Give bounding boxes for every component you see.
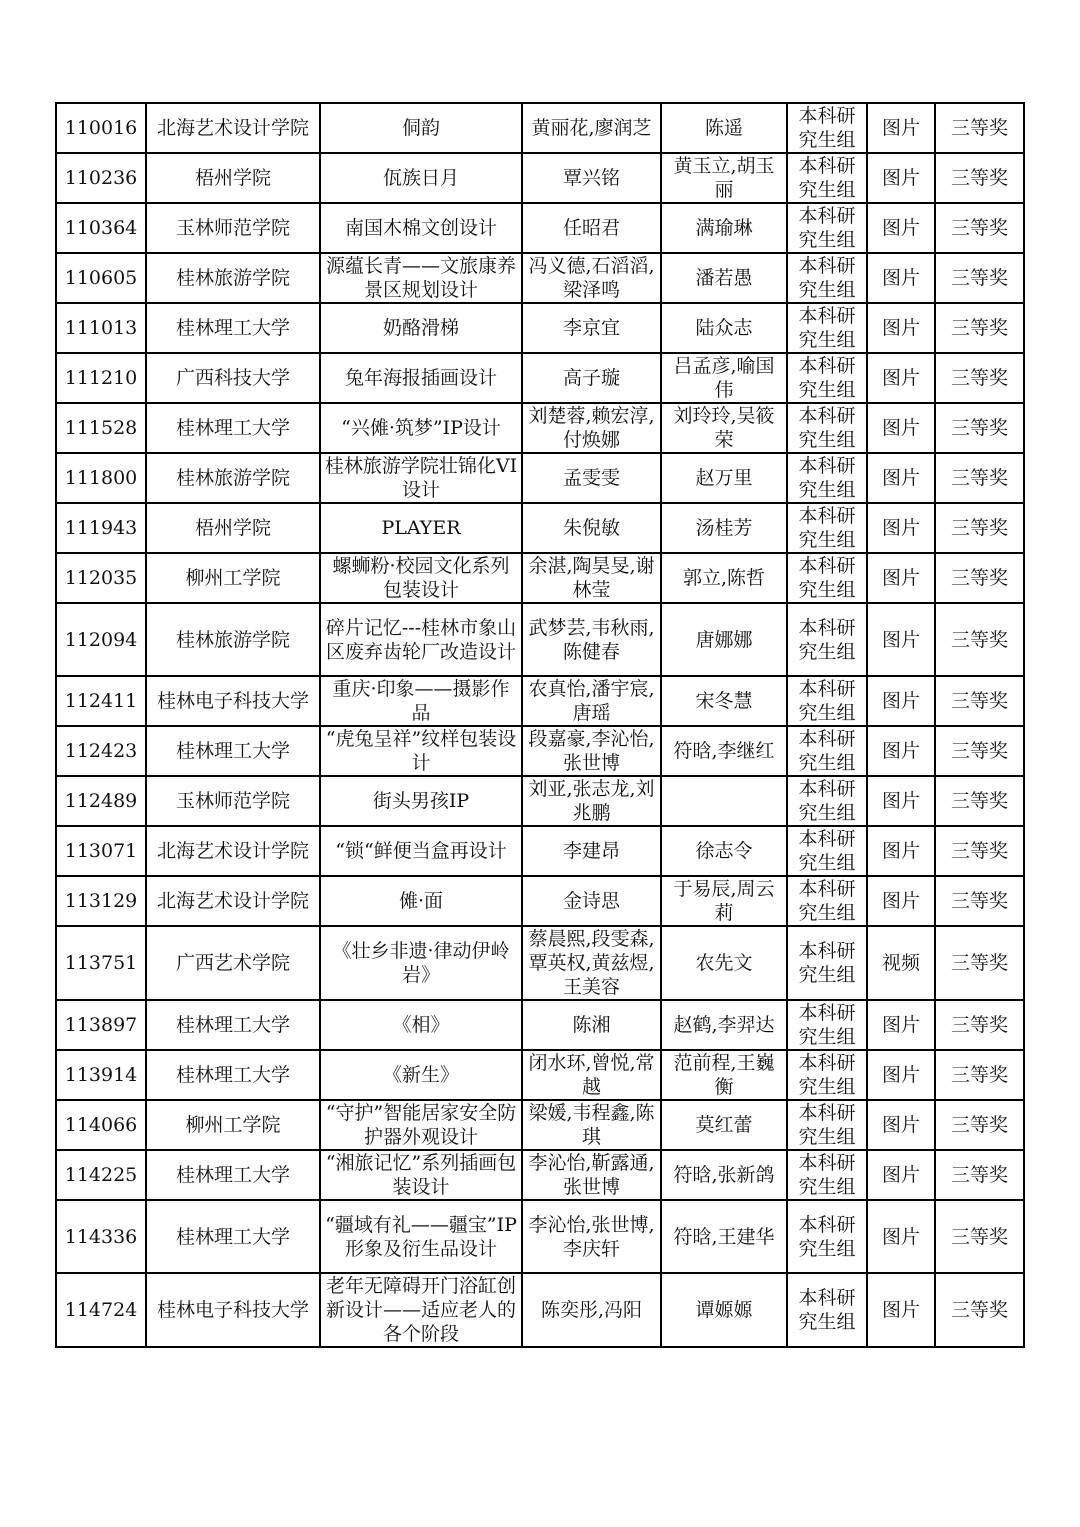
work-type-cell: 图片	[867, 876, 935, 926]
school-cell: 桂林理工大学	[146, 403, 320, 453]
authors-cell: 农真怡,潘宇宸,唐瑶	[522, 676, 661, 726]
group-cell: 本科研究生组	[787, 303, 867, 353]
authors-cell: 闭水环,曾悦,常越	[522, 1050, 661, 1100]
authors-cell: 孟雯雯	[522, 453, 661, 503]
work-type-cell: 图片	[867, 453, 935, 503]
table-row	[56, 676, 1024, 726]
authors-cell: 李建昂	[522, 826, 661, 876]
group-cell: 本科研究生组	[787, 1050, 867, 1100]
school-cell: 桂林理工大学	[146, 303, 320, 353]
award-cell: 三等奖	[935, 776, 1024, 826]
advisors-cell: 郭立,陈哲	[661, 553, 787, 603]
entry-id-cell: 111013	[56, 303, 146, 353]
work-type-cell: 图片	[867, 203, 935, 253]
group-cell: 本科研究生组	[787, 603, 867, 676]
entry-id-cell: 113071	[56, 826, 146, 876]
award-cell: 三等奖	[935, 1200, 1024, 1273]
group-cell: 本科研究生组	[787, 776, 867, 826]
authors-cell: 武梦芸,韦秋雨,陈健春	[522, 603, 661, 676]
entry-id-cell: 110364	[56, 203, 146, 253]
work-type-cell: 图片	[867, 726, 935, 776]
work-title-cell: 螺蛳粉·校园文化系列包装设计	[320, 553, 522, 603]
awards-table	[55, 102, 1025, 1348]
work-title-cell: 老年无障碍开门浴缸创新设计——适应老人的各个阶段	[320, 1273, 522, 1347]
table-row	[56, 1150, 1024, 1200]
work-type-cell: 视频	[867, 926, 935, 1000]
authors-cell: 陈奕彤,冯阳	[522, 1273, 661, 1347]
entry-id-cell: 112035	[56, 553, 146, 603]
advisors-cell: 陈遥	[661, 103, 787, 153]
school-cell: 桂林旅游学院	[146, 453, 320, 503]
entry-id-cell: 112094	[56, 603, 146, 676]
school-cell: 广西艺术学院	[146, 926, 320, 1000]
entry-id-cell: 112411	[56, 676, 146, 726]
table-row	[56, 926, 1024, 1000]
authors-cell: 黄丽花,廖润芝	[522, 103, 661, 153]
advisors-cell: 徐志令	[661, 826, 787, 876]
advisors-cell: 刘玲玲,吴筱荣	[661, 403, 787, 453]
entry-id-cell: 111800	[56, 453, 146, 503]
award-cell: 三等奖	[935, 453, 1024, 503]
authors-cell: 李沁怡,张世博,李庆轩	[522, 1200, 661, 1273]
work-type-cell: 图片	[867, 153, 935, 203]
school-cell: 北海艺术设计学院	[146, 103, 320, 153]
advisors-cell: 谭嫄嫄	[661, 1273, 787, 1347]
entry-id-cell: 113751	[56, 926, 146, 1000]
advisors-cell: 范前程,王巍衡	[661, 1050, 787, 1100]
entry-id-cell: 114066	[56, 1100, 146, 1150]
entry-id-cell: 112423	[56, 726, 146, 776]
award-cell: 三等奖	[935, 826, 1024, 876]
authors-cell: 余湛,陶昊旻,谢林莹	[522, 553, 661, 603]
group-cell: 本科研究生组	[787, 1273, 867, 1347]
entry-id-cell: 114336	[56, 1200, 146, 1273]
authors-cell: 段嘉豪,李沁怡,张世博	[522, 726, 661, 776]
school-cell: 桂林理工大学	[146, 1050, 320, 1100]
work-type-cell: 图片	[867, 503, 935, 553]
advisors-cell: 于易辰,周云莉	[661, 876, 787, 926]
advisors-cell: 陆众志	[661, 303, 787, 353]
school-cell: 桂林理工大学	[146, 1150, 320, 1200]
advisors-cell: 农先文	[661, 926, 787, 1000]
school-cell: 柳州工学院	[146, 553, 320, 603]
table-body	[56, 103, 1024, 1347]
work-title-cell: 奶酪滑梯	[320, 303, 522, 353]
authors-cell: 李沁怡,靳露通,张世博	[522, 1150, 661, 1200]
table-row	[56, 453, 1024, 503]
work-type-cell: 图片	[867, 403, 935, 453]
authors-cell: 李京宜	[522, 303, 661, 353]
award-cell: 三等奖	[935, 1100, 1024, 1150]
work-title-cell: PLAYER	[320, 503, 522, 553]
work-title-cell: “兴傩·筑梦”IP设计	[320, 403, 522, 453]
work-type-cell: 图片	[867, 1000, 935, 1050]
award-cell: 三等奖	[935, 303, 1024, 353]
work-type-cell: 图片	[867, 103, 935, 153]
award-cell: 三等奖	[935, 926, 1024, 1000]
award-cell: 三等奖	[935, 503, 1024, 553]
work-title-cell: 源蕴长青——文旅康养景区规划设计	[320, 253, 522, 303]
advisors-cell: 唐娜娜	[661, 603, 787, 676]
group-cell: 本科研究生组	[787, 153, 867, 203]
entry-id-cell: 113129	[56, 876, 146, 926]
work-type-cell: 图片	[867, 253, 935, 303]
table-row	[56, 103, 1024, 153]
group-cell: 本科研究生组	[787, 1000, 867, 1050]
work-title-cell: 重庆·印象——摄影作品	[320, 676, 522, 726]
advisors-cell: 吕孟彦,喻国伟	[661, 353, 787, 403]
authors-cell: 蔡晨熙,段雯森,覃英权,黄兹煜,王美容	[522, 926, 661, 1000]
table-row	[56, 153, 1024, 203]
authors-cell: 朱倪敏	[522, 503, 661, 553]
table-row	[56, 1273, 1024, 1347]
school-cell: 梧州学院	[146, 503, 320, 553]
advisors-cell: 符晗,王建华	[661, 1200, 787, 1273]
entry-id-cell: 112489	[56, 776, 146, 826]
table-row	[56, 403, 1024, 453]
work-title-cell: 南国木棉文创设计	[320, 203, 522, 253]
school-cell: 北海艺术设计学院	[146, 826, 320, 876]
entry-id-cell: 111210	[56, 353, 146, 403]
entry-id-cell: 113914	[56, 1050, 146, 1100]
table-row	[56, 603, 1024, 676]
school-cell: 梧州学院	[146, 153, 320, 203]
work-title-cell: “疆域有礼——疆宝”IP形象及衍生品设计	[320, 1200, 522, 1273]
advisors-cell: 赵鹤,李羿达	[661, 1000, 787, 1050]
group-cell: 本科研究生组	[787, 103, 867, 153]
school-cell: 桂林电子科技大学	[146, 1273, 320, 1347]
work-title-cell: 侗韵	[320, 103, 522, 153]
table-row	[56, 303, 1024, 353]
school-cell: 玉林师范学院	[146, 203, 320, 253]
entry-id-cell: 111943	[56, 503, 146, 553]
award-cell: 三等奖	[935, 403, 1024, 453]
school-cell: 桂林旅游学院	[146, 603, 320, 676]
group-cell: 本科研究生组	[787, 676, 867, 726]
work-type-cell: 图片	[867, 353, 935, 403]
authors-cell: 刘楚蓉,赖宏淳,付焕娜	[522, 403, 661, 453]
work-type-cell: 图片	[867, 1200, 935, 1273]
school-cell: 玉林师范学院	[146, 776, 320, 826]
group-cell: 本科研究生组	[787, 353, 867, 403]
work-title-cell: “锁“鲜便当盒再设计	[320, 826, 522, 876]
authors-cell: 冯义德,石滔滔,梁泽鸣	[522, 253, 661, 303]
school-cell: 桂林理工大学	[146, 1000, 320, 1050]
award-cell: 三等奖	[935, 1000, 1024, 1050]
table-row	[56, 1200, 1024, 1273]
award-cell: 三等奖	[935, 726, 1024, 776]
award-cell: 三等奖	[935, 676, 1024, 726]
award-cell: 三等奖	[935, 103, 1024, 153]
work-type-cell: 图片	[867, 826, 935, 876]
work-type-cell: 图片	[867, 303, 935, 353]
award-cell: 三等奖	[935, 253, 1024, 303]
work-type-cell: 图片	[867, 676, 935, 726]
work-title-cell: “湘旅记忆”系列插画包装设计	[320, 1150, 522, 1200]
advisors-cell	[661, 776, 787, 826]
work-type-cell: 图片	[867, 1273, 935, 1347]
work-type-cell: 图片	[867, 1050, 935, 1100]
entry-id-cell: 114724	[56, 1273, 146, 1347]
advisors-cell: 潘若愚	[661, 253, 787, 303]
group-cell: 本科研究生组	[787, 553, 867, 603]
group-cell: 本科研究生组	[787, 253, 867, 303]
award-cell: 三等奖	[935, 603, 1024, 676]
group-cell: 本科研究生组	[787, 503, 867, 553]
entry-id-cell: 111528	[56, 403, 146, 453]
work-title-cell: 《壮乡非遗·律动伊岭岩》	[320, 926, 522, 1000]
award-cell: 三等奖	[935, 153, 1024, 203]
award-cell: 三等奖	[935, 1273, 1024, 1347]
award-cell: 三等奖	[935, 1150, 1024, 1200]
table-row	[56, 1100, 1024, 1150]
work-type-cell: 图片	[867, 1150, 935, 1200]
table-row	[56, 776, 1024, 826]
entry-id-cell: 114225	[56, 1150, 146, 1200]
school-cell: 北海艺术设计学院	[146, 876, 320, 926]
authors-cell: 任昭君	[522, 203, 661, 253]
table-row	[56, 203, 1024, 253]
work-title-cell: 兔年海报插画设计	[320, 353, 522, 403]
group-cell: 本科研究生组	[787, 926, 867, 1000]
authors-cell: 刘亚,张志龙,刘兆鹏	[522, 776, 661, 826]
work-type-cell: 图片	[867, 603, 935, 676]
advisors-cell: 赵万里	[661, 453, 787, 503]
award-cell: 三等奖	[935, 553, 1024, 603]
advisors-cell: 符晗,张新鸽	[661, 1150, 787, 1200]
table-row	[56, 1050, 1024, 1100]
work-type-cell: 图片	[867, 553, 935, 603]
school-cell: 桂林电子科技大学	[146, 676, 320, 726]
advisors-cell: 黄玉立,胡玉丽	[661, 153, 787, 203]
authors-cell: 陈湘	[522, 1000, 661, 1050]
authors-cell: 金诗思	[522, 876, 661, 926]
group-cell: 本科研究生组	[787, 1150, 867, 1200]
work-title-cell: “虎兔呈祥”纹样包装设计	[320, 726, 522, 776]
advisors-cell: 汤桂芳	[661, 503, 787, 553]
table-row	[56, 1000, 1024, 1050]
award-cell: 三等奖	[935, 353, 1024, 403]
award-cell: 三等奖	[935, 876, 1024, 926]
work-title-cell: 《新生》	[320, 1050, 522, 1100]
table-row	[56, 503, 1024, 553]
entry-id-cell: 110016	[56, 103, 146, 153]
advisors-cell: 符晗,李继红	[661, 726, 787, 776]
school-cell: 桂林理工大学	[146, 726, 320, 776]
award-cell: 三等奖	[935, 203, 1024, 253]
work-title-cell: 街头男孩IP	[320, 776, 522, 826]
table-row	[56, 726, 1024, 776]
award-cell: 三等奖	[935, 1050, 1024, 1100]
school-cell: 桂林理工大学	[146, 1200, 320, 1273]
group-cell: 本科研究生组	[787, 453, 867, 503]
entry-id-cell: 110605	[56, 253, 146, 303]
group-cell: 本科研究生组	[787, 1200, 867, 1273]
table-row	[56, 876, 1024, 926]
entry-id-cell: 113897	[56, 1000, 146, 1050]
table-row	[56, 553, 1024, 603]
authors-cell: 梁媛,韦程鑫,陈琪	[522, 1100, 661, 1150]
entry-id-cell: 110236	[56, 153, 146, 203]
work-title-cell: 桂林旅游学院壮锦化VI设计	[320, 453, 522, 503]
authors-cell: 覃兴铭	[522, 153, 661, 203]
work-title-cell: “守护”智能居家安全防护器外观设计	[320, 1100, 522, 1150]
group-cell: 本科研究生组	[787, 876, 867, 926]
authors-cell: 高子璇	[522, 353, 661, 403]
group-cell: 本科研究生组	[787, 203, 867, 253]
group-cell: 本科研究生组	[787, 826, 867, 876]
group-cell: 本科研究生组	[787, 1100, 867, 1150]
work-title-cell: 傩·面	[320, 876, 522, 926]
advisors-cell: 宋冬慧	[661, 676, 787, 726]
group-cell: 本科研究生组	[787, 403, 867, 453]
work-title-cell: 碎片记忆---桂林市象山区废弃齿轮厂改造设计	[320, 603, 522, 676]
work-type-cell: 图片	[867, 776, 935, 826]
table-row	[56, 826, 1024, 876]
table-row	[56, 253, 1024, 303]
work-title-cell: 佤族日月	[320, 153, 522, 203]
school-cell: 柳州工学院	[146, 1100, 320, 1150]
group-cell: 本科研究生组	[787, 726, 867, 776]
advisors-cell: 满瑜琳	[661, 203, 787, 253]
school-cell: 广西科技大学	[146, 353, 320, 403]
work-type-cell: 图片	[867, 1100, 935, 1150]
school-cell: 桂林旅游学院	[146, 253, 320, 303]
work-title-cell: 《相》	[320, 1000, 522, 1050]
table-row	[56, 353, 1024, 403]
advisors-cell: 莫红蕾	[661, 1100, 787, 1150]
